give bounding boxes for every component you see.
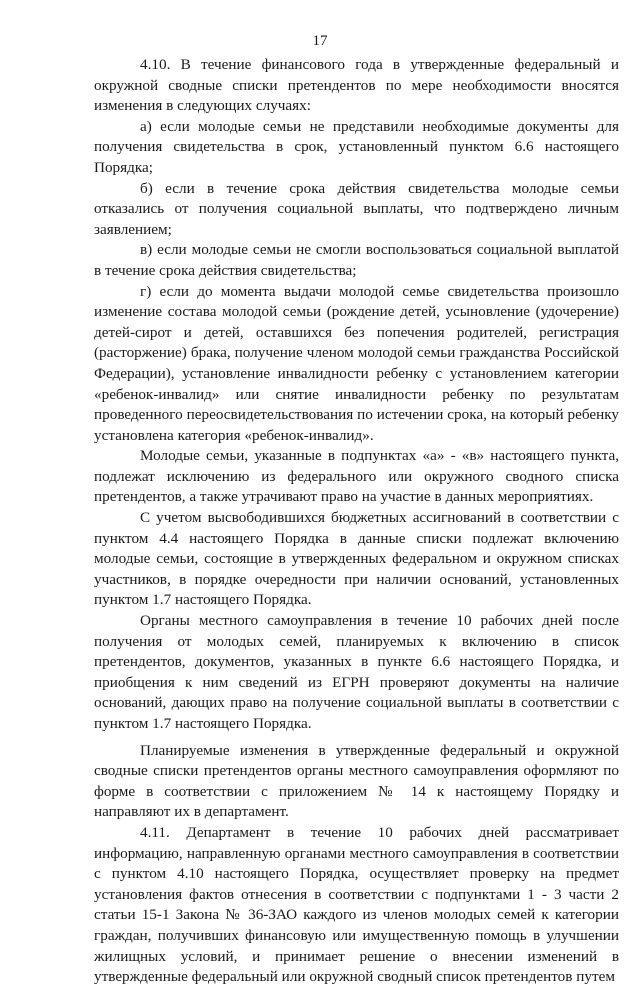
document-body [94, 55, 619, 988]
paragraph-item-a: а) если молодые семьи не представили необходимые документы для получения свидетельства в срок, установленный пунктом 6.6 настоящего Порядка; [94, 117, 619, 176]
paragraph-planned-changes: Планируемые изменения в утвержденные федеральный и окружной сводные списки претендентов органы местного самоуправления оформляют по форме в соответствии с приложением № 14 к настоящему Порядку и направляют их в департамент. [94, 741, 619, 821]
paragraph-inclusion: С учетом высвободившихся бюджетных ассигнований в соответствии с пунктом 4.4 настоящего Порядка в данные списки подлежат включению молодые семьи, состоящие в утвержденных федеральном и окружном списках участников, в порядке очередности при наличии оснований, установленных пунктом 1.7 настоящего Порядка. [94, 509, 619, 609]
paragraph-4-10: 4.10. В течение финансового года в утвержденные федеральный и окружной сводные списки претендентов по мере необходимости вносятся изменения в следующих случаях: [94, 56, 619, 115]
paragraph-local-authorities: Органы местного самоуправления в течение 10 рабочих дней после получения от молодых семей, планируемых к включению в список претендентов, документов, указанных в пункте 6.6 настоящего Порядка, и приобщения к ним сведений из ЕГРН проверяют документы на наличие оснований, дающих право на получение социальной выплаты в соответствии с пунктом 1.7 настоящего Порядка. [94, 612, 619, 732]
paragraph-item-v: в) если молодые семьи не смогли воспользоваться социальной выплатой в течение срока действия свидетельства; [94, 241, 619, 279]
paragraph-exclusion: Молодые семьи, указанные в подпунктах «а» - «в» настоящего пункта, подлежат исключению из федерального или окружного сводного списка претендентов, а также утрачивают право на участие в данных мероприятиях. [94, 447, 619, 506]
paragraph-item-b: б) если в течение срока действия свидетельства молодые семьи отказались от получения социальной выплаты, что подтверждено личным заявлением; [94, 179, 619, 238]
paragraph-4-11: 4.11. Департамент в течение 10 рабочих дней рассматривает информацию, направленную органами местного самоуправления в соответствии с пунктом 4.10 настоящего Порядка, осуществляет проверку на предмет установления фактов отнесения в соответствии с подпунктами 1 - 3 части 2 статьи 15-1 Закона № 36-ЗАО каждого из членов молодых семей к категории граждан, получивших финансовую или имущественную помощь в улучшении жилищных условий, и принимает решение о внесении изменений в утвержденные федеральный или окружной сводный список претендентов путем [94, 823, 619, 986]
paragraph-item-g: г) если до момента выдачи молодой семье свидетельства произошло изменение состава молодой семьи (рождение детей, усыновление (удочерение) детей-сирот и детей, оставшихся без попечения родителей, регистрация (расторжение) брака, получение членом молодой семьи гражданства Российской Федерации), установление инвалидности ребенку с установлением категории «ребенок-инвалид» или снятие инвалидности ребенку по результатам проведенного переосвидетельствования по истечении срока, на который ребенку установлена категория «ребенок-инвалид». [94, 282, 619, 444]
page-number: 17 [312, 33, 328, 49]
